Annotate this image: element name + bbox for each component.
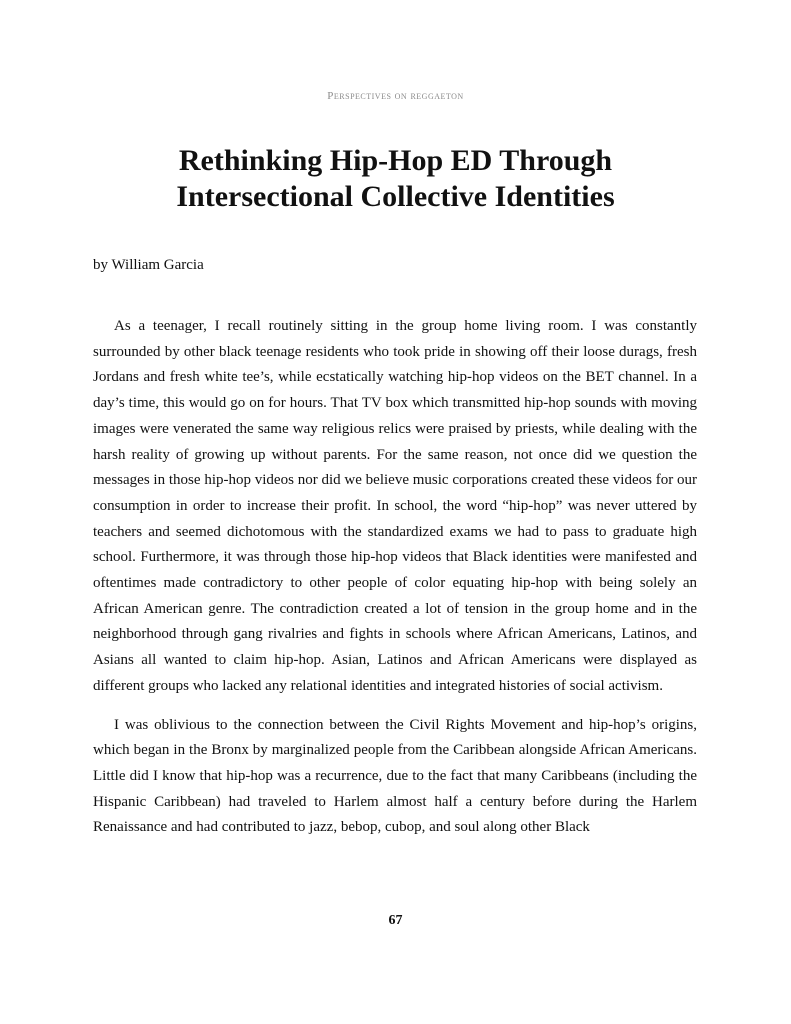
running-header: Perspectives on reggaeton	[327, 90, 464, 102]
title-line-1: Rethinking Hip-Hop ED Through	[178, 144, 613, 177]
paragraph-2: I was oblivious to the connection between the Civil Rights Movement and hip-hop’s origins, which began in the Bronx by marginalized people from the Caribbean alongside African Americans. Little did I know that hip-hop was a recurrence, due to the fact that many Caribbeans (including the Hispanic Caribbean) had traveled to Harlem almost half a century before during the Harlem Renaissance and had contributed to jazz, bebop, cubop, and soul along other Black	[93, 716, 697, 836]
page-number: 67	[388, 913, 403, 928]
article-title	[80, 143, 711, 215]
byline: by William Garcia	[93, 257, 204, 273]
article-body	[93, 314, 697, 854]
title-line-2: Intersectional Collective Identities	[176, 180, 615, 213]
paragraph-1: As a teenager, I recall routinely sitting in the group home living room. I was constantly surrounded by other black teenage residents who took pride in showing off their loose durags, fresh Jordans and fresh white tee’s, while ecstatically watching hip-hop videos on the BET channel. In a day’s time, this would go on for hours. That TV box which transmitted hip-hop sounds with moving images were venerated the same way religious relics were praised by priests, while dealing with the harsh reality of growing up without parents. For the same reason, not once did we question the messages in those hip-hop videos nor did we believe music corporations created these videos for our consumption in order to increase their profit. In school, the word “hip-hop” was never uttered by teachers and seemed dichotomous with the standardized exams we had to pass to graduate high school. Furthermore, it was through those hip-hop videos that Black identities were manifested and oftentimes made contradictory to other people of color equating hip-hop with being solely an African American genre. The contradiction created a lot of tension in the group home and in the neighborhood through gang rivalries and fights in schools where African Americans, Latinos, and Asians all wanted to claim hip-hop. Asian, Latinos and African Americans were displayed as different groups who lacked any relational identities and integrated histories of social activism.	[93, 318, 697, 694]
